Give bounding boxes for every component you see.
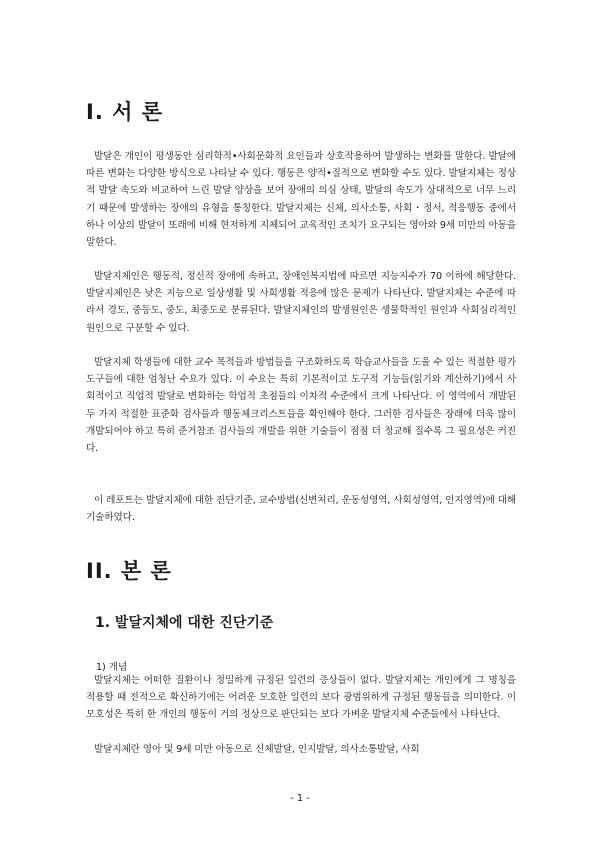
subsection-heading-diagnostic-criteria: 1. 발달지체에 대한 진단기준 <box>95 615 274 631</box>
item-label-concept: 1) 개념 <box>96 662 128 673</box>
intro-paragraph-2: 발달지체인은 행동적, 정신적 장애에 속하고, 장애인복지법에 따르면 지능지수가 70 이하에 해당한다. 발달지체인은 낮은 지능으로 일상생활 및 사회생활 적응에 많은 문제가 나타난다. 발달지체는 수준에 따라서 경도, 중등도, 중도, 최중도로 분류된다. 발달지체인의 발생원인은 생물학적인 원인과 사회심리적인 원인으로 구분할 수 있다. <box>86 271 516 334</box>
section-heading-introduction: I. 서 론 <box>86 100 163 124</box>
concept-paragraph-2: 발달지체란 영아 및 9세 미만 아동으로 신체발달, 인지발달, 의사소통발달, 사회 <box>94 744 420 755</box>
intro-paragraph-4: 이 레포트는 발달지체에 대한 진단기준, 교수방법(신변처리, 운동성영역, 사회성영역, 인지영역)에 대해 기술하였다. <box>86 495 516 524</box>
intro-paragraph-3: 발달지체 학생들에 대한 교수 목적들과 방법들을 구조화하도록 학습교사들을 도울 수 있는 적절한 평가 도구들에 대한 엄청난 수요가 있다. 이 수요는 특히 기본적이고 도구적 기능들(읽기와 계산하기)에서 사회적이고 직업적 발달로 변화하는 학업적 초점들의 이차적 수준에서 크게 나타난다. 이 영역에서 개발된 두 가지 적절한 표준화 검사들과 행동체크리스트들을 확인해야 한다. 그러한 검사들은 장래에 더욱 많이 개발되어야 하고 특히 준거참조 검사들의 개발을 위한 기술들이 점점 더 정교해 질수록 그 필요성은 커진다. <box>86 357 516 455</box>
section-heading-body: II. 본 론 <box>86 559 172 583</box>
page-number: - 1 - <box>290 793 310 804</box>
intro-paragraph-1: 발달은 개인이 평생동안 심리학적•사회문화적 요인들과 상호작용하여 발생하는 변화를 말한다. 발달에 따른 변화는 다양한 방식으로 나타날 수 있다. 행동은 양적•질적으로 변화할 수도 있다. 발달지체는 정상적 발달 속도와 비교하여 느린 발달 양상을 보여 장애의 의심 상태, 발달의 속도가 상대적으로 너무 느리기 때문에 발생하는 장애의 유형을 통칭한다. 발달지체는 신체, 의사소통, 사회・정서, 적응행동 중에서 하나 이상의 발달이 또래에 비해 현저하게 지체되어 교육적인 조치가 요구되는 영아와 9세 미만의 아동을 말한다. <box>86 151 516 249</box>
concept-paragraph-1: 발달지체는 어떠한 질환이나 정밀하게 규정된 일련의 증상들이 없다. 발달지체는 개인에게 그 명칭을 적용할 때 전적으로 확신하기에는 어려운 모호한 일련의 보다 광범위하게 규정된 행동들을 의미한다. 이 모호성은 특히 한 개인의 행동이 거의 정상으로 판단되는 보다 가벼운 발달지체 수준들에서 나타난다. <box>86 675 516 721</box>
